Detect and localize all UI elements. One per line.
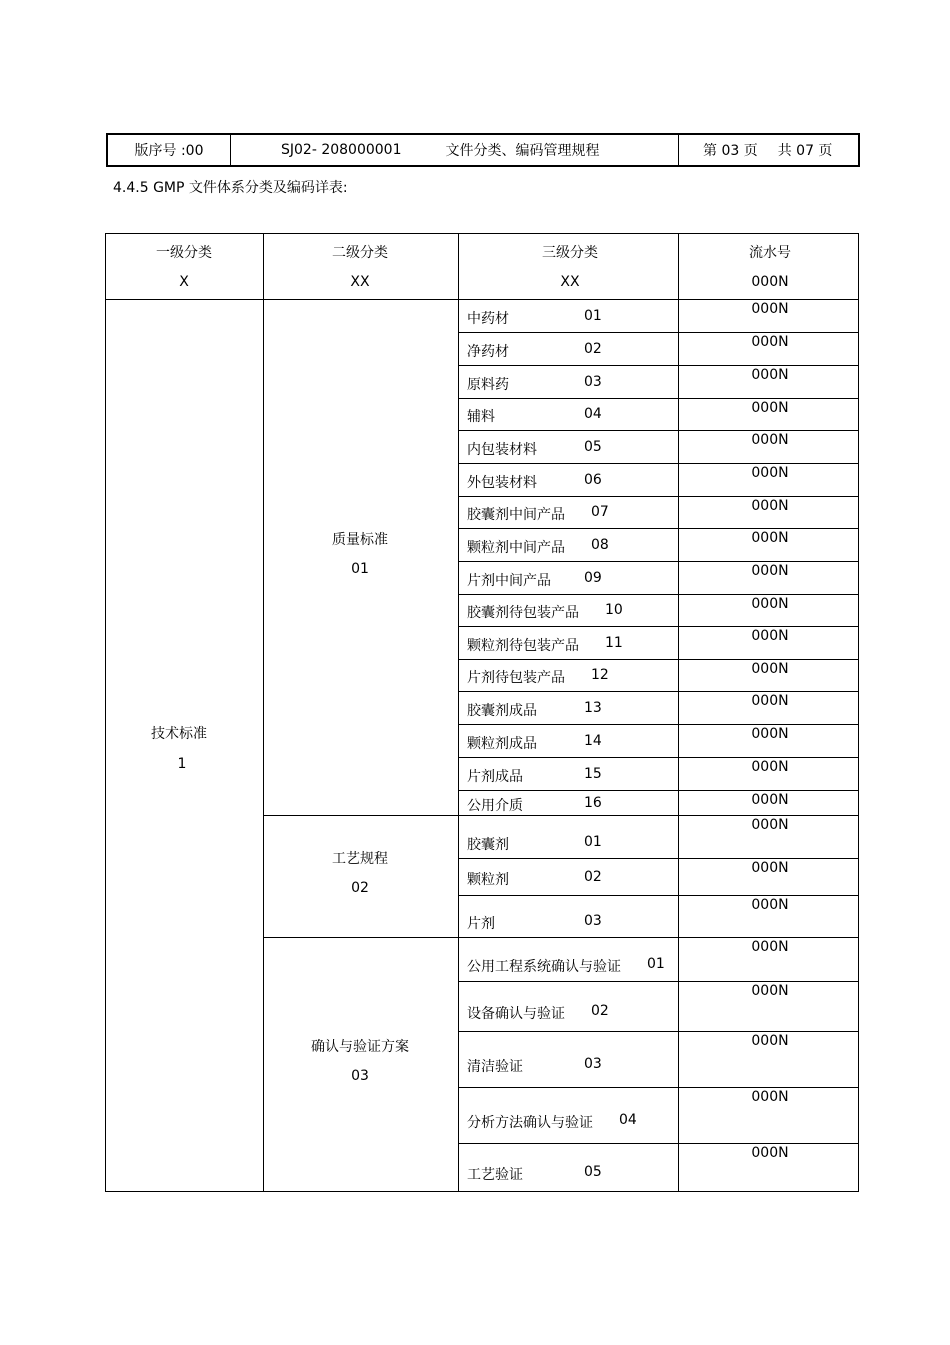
serial-number: 000N (751, 1145, 789, 1161)
serial-number: 000N (751, 726, 789, 742)
row-divider (458, 365, 858, 366)
level1-code: 1 (177, 756, 187, 772)
serial-number: 000N (751, 1033, 789, 1049)
group-divider (263, 815, 858, 816)
serial-number: 000N (751, 983, 789, 999)
row-divider (458, 528, 858, 529)
serial-number: 000N (751, 860, 789, 876)
page-total: 共 07 页 (777, 143, 833, 159)
level3-name: 颗粒剂成品 (467, 735, 537, 752)
level3-code: 15 (584, 765, 602, 782)
serial-number: 000N (751, 498, 789, 514)
level3-code: 16 (584, 794, 602, 811)
header-name: 流水号 (749, 245, 791, 261)
column-divider (678, 234, 679, 1191)
serial-number: 000N (751, 661, 789, 677)
level3-name: 胶囊剂成品 (467, 702, 537, 719)
version-cell (108, 135, 231, 165)
level3-code: 12 (591, 667, 609, 683)
serial-number: 000N (751, 792, 789, 808)
serial-number: 000N (751, 530, 789, 546)
level3-name: 片剂中间产品 (467, 572, 551, 589)
level3-name: 片剂待包装产品 (467, 670, 565, 686)
level3-code: 02 (584, 868, 602, 885)
serial-number: 000N (751, 759, 789, 775)
header-name: 二级分类 (332, 245, 388, 261)
level3-name: 颗粒剂 (467, 871, 509, 888)
level3-code: 07 (591, 504, 609, 520)
row-divider (458, 463, 858, 464)
row-divider (458, 496, 858, 497)
row-divider (458, 757, 858, 758)
level3-name: 片剂 (467, 916, 495, 932)
level2-name: 质量标准 (332, 532, 388, 548)
row-divider (458, 430, 858, 431)
section-title: 4.4.5 GMP 文件体系分类及编码详表: (113, 180, 348, 196)
row-divider (458, 724, 858, 725)
level2-name: 工艺规程 (332, 851, 388, 867)
row-divider (458, 790, 858, 791)
classification-table (105, 233, 859, 1192)
level3-name: 分析方法确认与验证 (467, 1115, 593, 1131)
level3-code: 03 (584, 913, 602, 929)
serial-number: 000N (751, 563, 789, 579)
level3-code: 02 (584, 340, 602, 357)
level3-code: 04 (619, 1112, 637, 1128)
serial-number: 000N (751, 334, 789, 350)
serial-number: 000N (751, 465, 789, 481)
row-divider (458, 895, 858, 896)
level3-name: 中药材 (467, 310, 509, 327)
level3-code: 09 (584, 569, 602, 586)
serial-number: 000N (751, 301, 789, 317)
level2-code: 02 (351, 880, 369, 896)
header-name: 三级分类 (542, 245, 598, 261)
level3-code: 05 (584, 438, 602, 455)
group-divider (263, 937, 858, 938)
level3-code: 10 (605, 602, 623, 618)
serial-number: 000N (751, 817, 789, 833)
serial-number: 000N (751, 400, 789, 416)
level1-name: 技术标准 (151, 726, 207, 742)
level3-code: 11 (605, 634, 623, 651)
level3-name: 颗粒剂中间产品 (467, 539, 565, 556)
header-code: X (179, 274, 189, 290)
level3-code: 14 (584, 732, 602, 749)
serial-number: 000N (751, 939, 789, 955)
level3-name: 公用介质 (467, 797, 523, 814)
header-name: 一级分类 (156, 245, 212, 261)
serial-number: 000N (751, 693, 789, 709)
row-divider (458, 594, 858, 595)
level3-name: 片剂成品 (467, 768, 523, 785)
level3-code: 05 (584, 1164, 602, 1180)
level3-name: 公用工程系统确认与验证 (467, 959, 621, 975)
column-divider (458, 234, 459, 1191)
version-text: 版序号 :00 (134, 143, 204, 159)
doc-info-cell (231, 135, 679, 165)
level2-name: 确认与验证方案 (311, 1039, 409, 1055)
serial-number: 000N (751, 628, 789, 644)
document-header (106, 133, 860, 167)
header-code: XX (560, 274, 580, 290)
level3-name: 外包装材料 (467, 474, 537, 491)
level3-name: 辅料 (467, 409, 495, 425)
level3-name: 内包装材料 (467, 441, 537, 458)
column-divider (263, 234, 264, 1191)
row-divider (458, 691, 858, 692)
page-cell (679, 135, 858, 165)
serial-number: 000N (751, 596, 789, 612)
row-divider (458, 332, 858, 333)
row-divider (458, 1143, 858, 1144)
level3-name: 工艺验证 (467, 1167, 523, 1183)
header-divider (106, 299, 858, 300)
level3-code: 04 (584, 406, 602, 422)
level3-code: 08 (591, 536, 609, 553)
header-code: 000N (751, 274, 789, 290)
doc-number: SJ02- 208000001 (281, 142, 402, 158)
level2-code: 03 (351, 1068, 369, 1084)
row-divider (458, 398, 858, 399)
level3-code: 13 (584, 699, 602, 716)
level3-name: 胶囊剂待包装产品 (467, 605, 579, 621)
header-code: XX (350, 274, 370, 290)
level3-code: 03 (584, 373, 602, 390)
level3-name: 胶囊剂 (467, 836, 509, 853)
level3-name: 清洁验证 (467, 1059, 523, 1075)
row-divider (458, 1031, 858, 1032)
level3-code: 01 (647, 956, 665, 972)
level3-name: 颗粒剂待包装产品 (467, 637, 579, 654)
serial-number: 000N (751, 1089, 789, 1105)
row-divider (458, 1087, 858, 1088)
row-divider (458, 659, 858, 660)
level3-name: 净药材 (467, 343, 509, 360)
row-divider (458, 858, 858, 859)
level3-name: 胶囊剂中间产品 (467, 507, 565, 523)
row-divider (458, 561, 858, 562)
doc-title: 文件分类、编码管理规程 (445, 143, 600, 159)
level3-name: 设备确认与验证 (467, 1006, 565, 1022)
serial-number: 000N (751, 432, 789, 448)
level3-code: 03 (584, 1056, 602, 1072)
level3-name: 原料药 (467, 376, 509, 393)
serial-number: 000N (751, 897, 789, 913)
page-number: 第 03 页 (703, 143, 758, 159)
row-divider (458, 981, 858, 982)
level2-code: 01 (351, 561, 369, 577)
level3-code: 01 (584, 307, 602, 324)
serial-number: 000N (751, 367, 789, 383)
level3-code: 06 (584, 471, 602, 488)
level3-code: 02 (591, 1003, 609, 1019)
level3-code: 01 (584, 833, 602, 850)
row-divider (458, 626, 858, 627)
